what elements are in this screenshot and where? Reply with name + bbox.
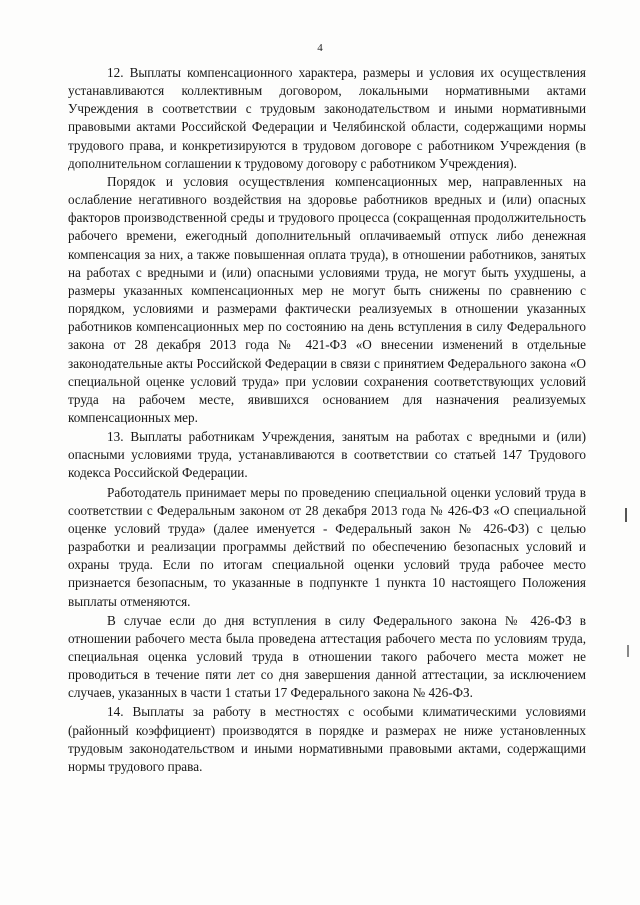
paragraph-special-assessment: Работодатель принимает меры по проведению специальной оценки условий труда в соответствии с Федеральным законом от 28 декабря 2013 года № 426-ФЗ «О специальной оценке условий труда» (далее именуется - Федеральный закон № 426-ФЗ) с целью разработки и реализации программы действий по обеспечению безопасных условий и охраны труда. Если по итогам специальной оценки условий труда рабочее место признается безопасным, то указанные в подпункте 1 пункта 10 настоящего Положения выплаты отменяются. bbox=[68, 484, 586, 609]
paragraph-13-harmful-conditions: 13. Выплаты работникам Учреждения, занятым на работах с вредными и (или) опасными условиями труда, устанавливаются в соответствии со статьей 147 Трудового кодекса Российской Федерации. bbox=[68, 429, 586, 481]
scan-artifact-mark bbox=[627, 645, 629, 657]
paragraph-compensation-measures-procedure: Порядок и условия осуществления компенсационных мер, направленных на ослабление негативного воздействия на здоровье работников вредных и (или) опасных факторов производственной среды и трудового процесса (сокращенная продолжительность рабочего времени, ежегодный дополнительный оплачиваемый отпуск либо денежная компенсация за них, а также повышенная оплата труда), в отношении работников, занятых на работах с вредными и (или) опасными условиями труда, не могут быть ухудшены, а размеры указанных компенсационных мер не могут быть снижены по сравнению с порядком, условиями и размерами фактически реализуемых в отношении указанных работников компенсационных мер по состоянию на день вступления в силу Федерального закона от 28 декабря 2013 года № 421-ФЗ «О внесении изменений в отдельные законодательные акты Российской Федерации в связи с принятием Федерального закона «О специальной оценке условий труда» при условии сохранения соответствующих условий труда на рабочем месте, явившихся основанием для назначения реализуемых компенсационных мер. bbox=[68, 173, 586, 425]
document-body bbox=[68, 64, 586, 776]
paragraph-14-climatic-conditions: 14. Выплаты за работу в местностях с особыми климатическими условиями (районный коэффициент) производятся в порядке и размерах не ниже установленных трудовым законодательством и иными нормативными правовыми актами, содержащими нормы трудового права. bbox=[68, 704, 586, 774]
scan-artifact-mark bbox=[625, 508, 627, 522]
paragraph-12-compensation-payments: 12. Выплаты компенсационного характера, размеры и условия их осуществления устанавливаются коллективным договором, локальными нормативными актами Учреждения в соответствии с трудовым законодательством и иными нормативными правовыми актами Российской Федерации и Челябинской области, содержащими нормы трудового права, и конкретизируются в трудовом договоре с работником Учреждения (в дополнительном соглашении к трудовому договору с работником Учреждения). bbox=[68, 65, 586, 171]
paragraph-attestation-exception: В случае если до дня вступления в силу Федерального закона № 426-ФЗ в отношении рабочего места была проведена аттестация рабочего места по условиям труда, специальная оценка условий труда в отношении такого рабочего места может не проводиться в течение пяти лет со дня завершения данной аттестации, за исключением случаев, указанных в части 1 статьи 17 Федерального закона № 426-ФЗ. bbox=[68, 612, 586, 701]
page-number: 4 bbox=[317, 42, 323, 54]
